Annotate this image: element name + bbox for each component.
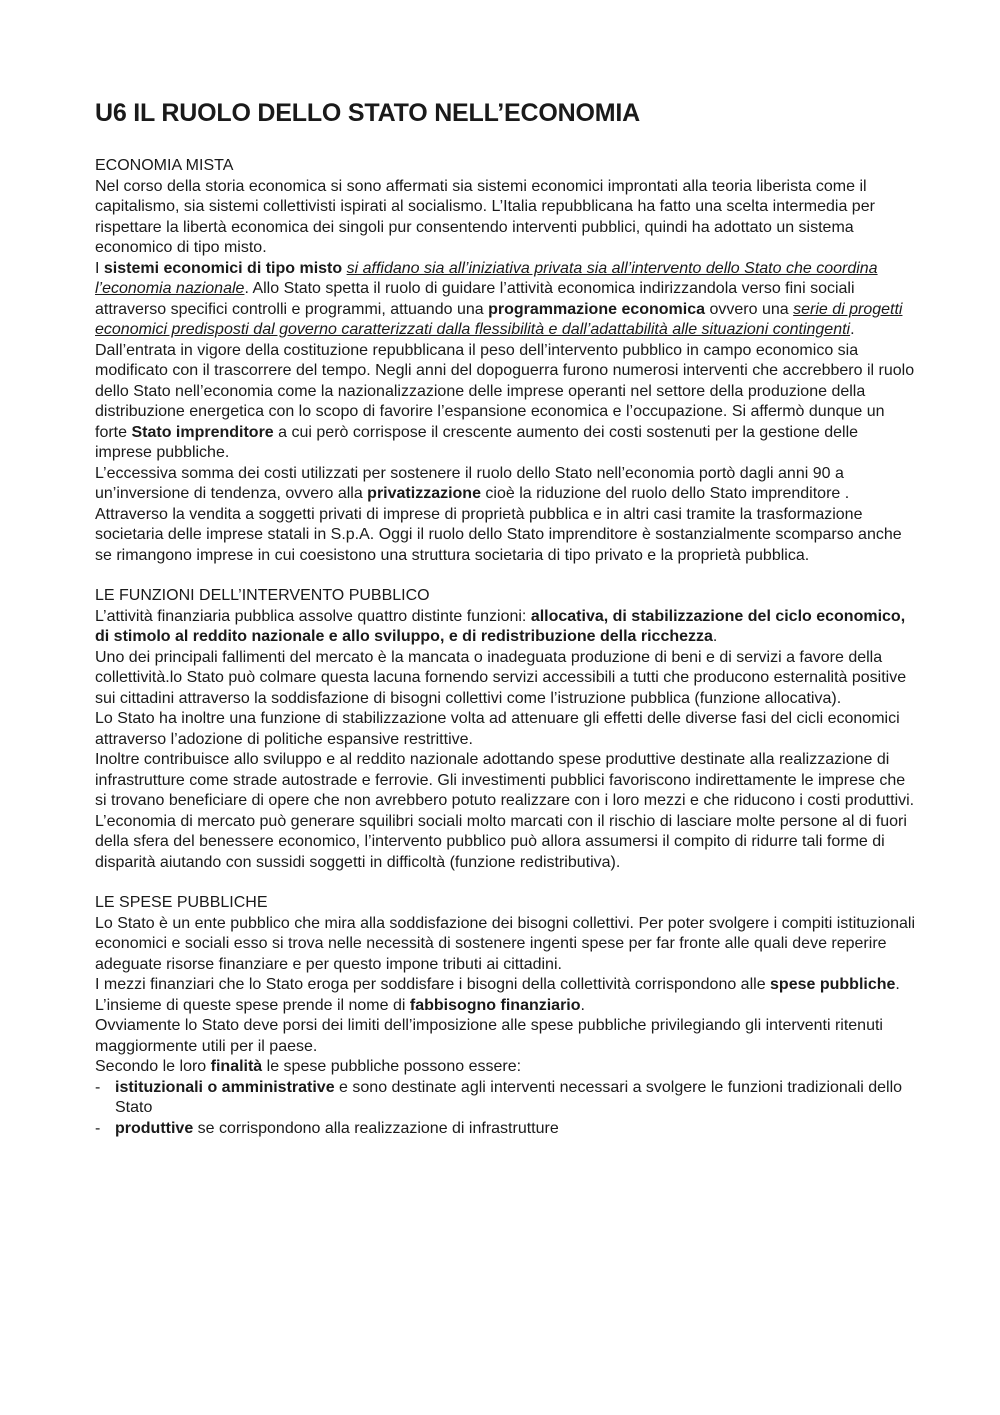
- bold-term: privatizzazione: [367, 485, 481, 502]
- paragraph: [95, 464, 915, 567]
- bold-term: sistemi economici di tipo misto: [103, 259, 343, 277]
- section-heading: LE SPESE PUBBLICHE: [95, 894, 268, 911]
- list-item: [95, 1119, 915, 1140]
- text-run: L’attività finanziaria pubblica assolve quattro distinte funzioni:: [95, 607, 531, 625]
- text-run: cioè la riduzione del ruolo dello Stato imprenditore . Attraverso la vendita a soggetti privati di imprese di proprietà pubblica e in altri casi tramite la trasformazione societaria delle imprese statali in S.p.A. Oggi il ruolo dello Stato imprenditore è sostanzialmente scomparso anche se rimangono imprese in cui coesistono una struttura societaria di tipo privato e la proprietà pubblica.: [95, 485, 902, 564]
- bold-term: fabbisogno finanziario: [409, 996, 581, 1014]
- paragraph: [95, 1057, 915, 1078]
- paragraph: [95, 341, 915, 464]
- text-run: I: [95, 259, 104, 277]
- bold-term: istituzionali o amministrative: [115, 1078, 335, 1096]
- text-run: ovvero una: [705, 300, 794, 318]
- text-run: .: [580, 996, 585, 1014]
- section-spese-pubbliche: [95, 893, 915, 1139]
- paragraph: Lo Stato è un ente pubblico che mira alla soddisfazione dei bisogni collettivi. Per poter svolgere i compiti istituzionali economici e sociali esso si trova nelle necessità di sostenere ingenti spese per far fronte alle quali deve reperire adeguate risorse finanziare e per questo impone tributi ai cittadini.: [95, 914, 916, 973]
- text-run: e sono destinate agli interventi necessari a svolgere le funzioni tradizionali dello Stato: [115, 1078, 903, 1116]
- text-run: le spese pubbliche possono essere:: [262, 1058, 522, 1075]
- bold-term: programmazione economica: [488, 300, 706, 318]
- section-economia-mista: [95, 156, 915, 566]
- list-item: [95, 1078, 915, 1119]
- text-run: se corrispondono alla realizzazione di infrastrutture: [193, 1119, 559, 1137]
- paragraph: [95, 607, 915, 648]
- section-heading: LE FUNZIONI DELL’INTERVENTO PUBBLICO: [95, 587, 430, 604]
- underlined-definition: serie di progetti economici predisposti dal governo caratterizzati dalla flessibilità e dall’adattabilità alle situazioni contingenti: [95, 300, 903, 338]
- paragraph: [95, 975, 915, 1016]
- text-run: I mezzi finanziari che lo Stato eroga per soddisfare i bisogni della collettività corrispondono alle: [95, 976, 771, 993]
- text-run: L’eccessiva somma dei costi utilizzati per sostenere il ruolo dello Stato nell’economia portò dagli anni 90 a un’inversione di tendenza, ovvero alla: [95, 464, 844, 502]
- bold-term: allocativa, di stabilizzazione del ciclo economico, di stimolo al reddito nazionale e allo sviluppo, e di redistribuzione della ricchezza: [95, 607, 906, 645]
- paragraph: Uno dei principali fallimenti del mercato è la mancata o inadeguata produzione di beni e di servizi a favore della collettività.lo Stato può colmare questa lacuna fornendo servizi accessibili a tutti che producono esternalità positive sui cittadini attraverso la soddisfazione di bisogni collettivi come l’istruzione pubblica (funzione allocativa).: [95, 648, 907, 707]
- paragraph: Nel corso della storia economica si sono affermati sia sistemi economici improntati alla teoria liberista come il capitalismo, sia sistemi collettivisti ispirati al socialismo. L’Italia repubblicana ha fatto una scelta intermedia per rispettare la libertà economica dei singoli pur consentendo interventi pubblici, quindi ha adottato un sistema economico di tipo misto.: [95, 177, 875, 256]
- paragraph: L’economia di mercato può generare squilibri sociali molto marcati con il rischio di lasciare molte persone al di fuori della sfera del benessere economico, l’intervento pubblico può allora assumersi il compito di ridurre tali forme di disparità aiutando con sussidi soggetti in difficoltà (funzione redistributiva).: [95, 812, 907, 871]
- bold-term: finalità: [210, 1058, 263, 1075]
- bold-term: produttive: [115, 1119, 194, 1137]
- spese-list: [95, 1078, 915, 1140]
- underlined-definition: si affidano sia all’iniziativa privata sia all’intervento dello Stato che coordina l’economia nazionale: [95, 259, 878, 297]
- paragraph: Inoltre contribuisce allo sviluppo e al reddito nazionale adottando spese produttive destinate alla realizzazione di infrastrutture come strade autostrade e ferrovie. Gli investimenti pubblici favoriscono indirettamente le imprese che si trovano beneficiare di opere che non avrebbero potuto realizzare con i loro mezzi e che riducono i costi produttivi.: [95, 751, 915, 809]
- text-run: .: [850, 321, 855, 338]
- section-funzioni-intervento-pubblico: [95, 586, 915, 873]
- paragraph: Lo Stato ha inoltre una funzione di stabilizzazione volta ad attenuare gli effetti delle diverse fasi del cicli economici attraverso l’adozione di politiche espansive restrittive.: [95, 710, 900, 748]
- text-run: . L’insieme di queste spese prende il nome di: [95, 976, 900, 1014]
- section-spacer: [95, 873, 915, 893]
- text-run: Secondo le loro: [95, 1058, 211, 1075]
- text-run: a cui però corrispose il crescente aumento dei costi sostenuti per la gestione delle imprese pubbliche.: [95, 423, 859, 461]
- document-body: [95, 96, 915, 1139]
- text-run: Dall’entrata in vigore della costituzione repubblicana il peso dell’intervento pubblico in campo economico sia modificato con il trascorrere del tempo. Negli anni del dopoguerra furono numerosi interventi che accrebbero il ruolo dello Stato nell’economia come la nazionalizzazione delle imprese operanti nel settore della produzione della distribuzione energetica con lo scopo di favorire l’espansione economica e l’occupazione. Si affermò dunque un forte: [95, 341, 915, 441]
- bold-term: spese pubbliche: [770, 976, 896, 993]
- page-title: U6 IL RUOLO DELLO STATO NELL’ECONOMIA: [95, 99, 640, 127]
- bold-term: Stato imprenditore: [131, 423, 274, 441]
- paragraph: Ovviamente lo Stato deve porsi dei limiti dell’imposizione alle spese pubbliche privilegiando gli interventi ritenuti maggiormente utili per il paese.: [95, 1017, 883, 1055]
- text-run: . Allo Stato spetta il ruolo di guidare l’attività economica indirizzandola verso fini sociali attraverso specifici controlli e programmi, attuando una: [95, 280, 855, 318]
- section-spacer: [95, 566, 915, 586]
- text-run: .: [712, 628, 718, 645]
- section-heading: ECONOMIA MISTA: [95, 157, 234, 174]
- paragraph: [95, 259, 915, 341]
